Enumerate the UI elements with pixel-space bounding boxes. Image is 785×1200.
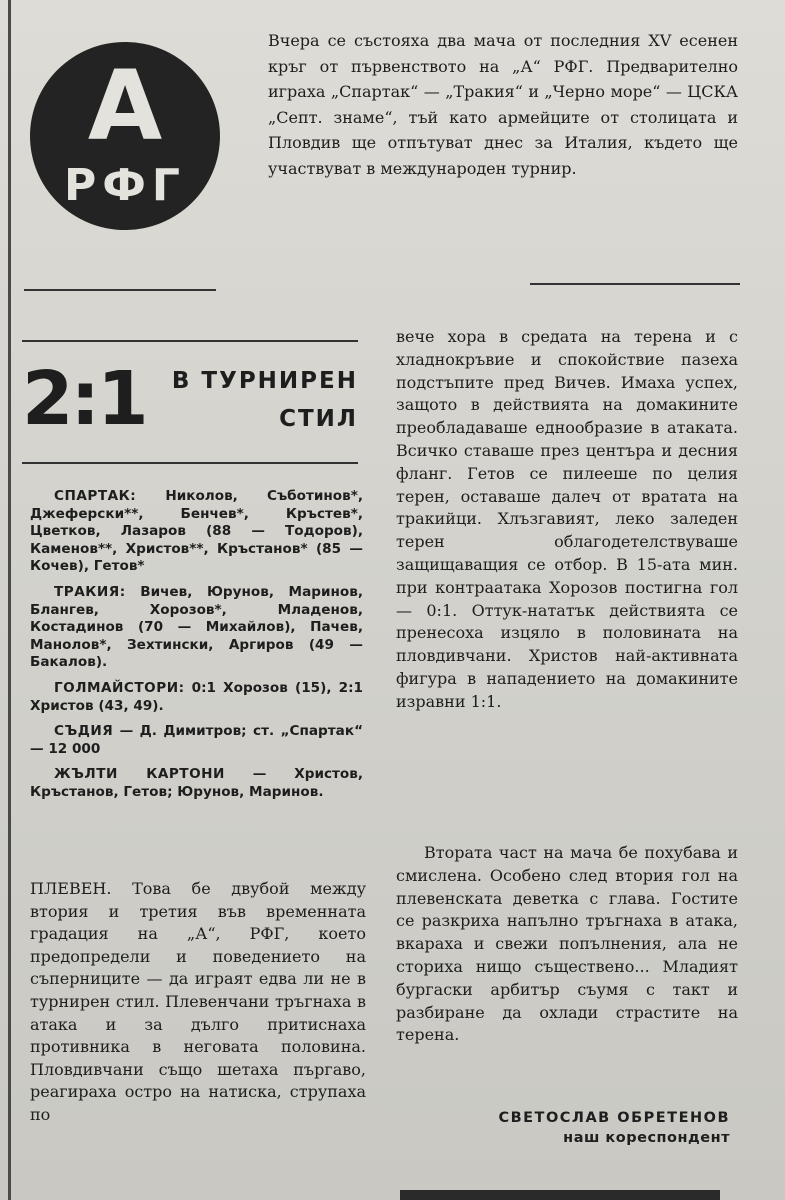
trakia-players: Вичев, Юрунов, Маринов, Блангев, Хорозов*, Младенов, Костадинов (70 — Михайлов), Пачев, Манолов*, Зехтински, Аргиров (49 — Бакалов). xyxy=(30,583,363,671)
divider-right xyxy=(530,283,740,285)
referee-text: — Д. Димитров; ст. „Спартак“ — 12 000 xyxy=(30,723,363,757)
headline-line-1: В ТУРНИРЕН xyxy=(171,368,358,394)
headline xyxy=(152,362,358,438)
column-rule xyxy=(8,0,11,1200)
referee-label: СЪДИЯ xyxy=(54,723,114,740)
byline-author: СВЕТОСЛАВ ОБРЕТЕНОВ xyxy=(498,1110,730,1126)
header-rule-bottom xyxy=(22,462,358,464)
match-score: 2:1 xyxy=(22,356,146,442)
referee xyxy=(30,723,363,758)
header-rule-top xyxy=(22,340,358,342)
a-rfg-logo xyxy=(30,42,220,230)
match-lineups xyxy=(30,488,363,810)
spartak-label: СПАРТАК: xyxy=(54,488,137,504)
yellow-cards-label: ЖЪЛТИ КАРТОНИ xyxy=(54,766,225,783)
byline-role: наш кореспондент xyxy=(563,1130,730,1146)
spartak-players: Николов, Съботинов*, Джеферски**, Бенчев*, Кръстев*, Цветков, Лазаров (88 — Тодоров), Каменов**, Христов**, Кръстанов* (85 — Кочев), Гетов* xyxy=(30,488,363,575)
scorers-text: 0:1 Хорозов (15), 2:1 Христов (43, 49). xyxy=(30,679,364,714)
logo-letter: А xyxy=(87,50,163,162)
scorers xyxy=(30,680,363,715)
yellow-cards xyxy=(30,766,363,801)
trakia-lineup xyxy=(30,584,363,672)
yellow-cards-text: — Христов, Кръстанов, Гетов; Юрунов, Маринов. xyxy=(30,766,364,800)
bottom-rule xyxy=(400,1190,720,1200)
match-header xyxy=(22,340,358,466)
intro-paragraph: Вчера се състояха два мача от последния XV есенен кръг от първенството на „А“ РФГ. Предварително играха „Спартак“ — „Тракия“ и „Черно море“ — ЦСКА „Септ. знаме“, тъй като армейците от столицата и Пловдив ще отпътуват днес за Италия, където ще участвуват в международен турнир. xyxy=(268,31,738,178)
divider-left xyxy=(24,289,216,291)
article-body-col2: вече хора в средата на терена и с хладнокръвие и спокойствие пазеха подстъпите пред Вичев. Имаха успех, защото в действията на домакините преобладаваше еднообразие в атаката. Всичко ставаше през центъра и десния фланг. Гетов се пилееше по целия терен, оставаше далеч от вратата на тракийци. Хлъзгавият, леко заледен терен облагодетелствуваше защищаващия се отбор. В 15-ата мин. при контраатака Хорозов постигна гол — 0:1. Оттук-нататък действията се пренесоха изцяло в половината на пловдивчани. Христов най-активната фигура в нападението на домакините изравни 1:1. xyxy=(396,327,738,711)
headline-line-2: СТИЛ xyxy=(279,406,358,432)
article-body-col1: ПЛЕВЕН. Това бе двубой между втория и третия във временната градация на „А“, РФГ, което предопредели и поведението на съперниците — да играят едва ли не в турнирен стил. Плевенчани тръгнаха в атака и за дълго притиснаха противника в неговата половина. Пловдивчани също шетаха пъргаво, реагираха остро на натиска, струпаха по xyxy=(30,879,366,1124)
scorers-label: ГОЛМАЙСТОРИ: xyxy=(54,679,185,696)
logo-subtitle: РФГ xyxy=(64,160,186,211)
spartak-lineup xyxy=(30,488,363,576)
trakia-label: ТРАКИЯ: xyxy=(54,583,126,600)
article-body-col3: Втората част на мача бе похубава и смислена. Особено след втория гол на плевенската деветка с глава. Гостите се разкриха напълно тръгнаха в атака, вкараха и свежи попълнения, ала не сториха нищо съществено... Младият бургаски арбитър съумя с такт и разбиране да охлади страстите на терена. xyxy=(396,843,738,1045)
